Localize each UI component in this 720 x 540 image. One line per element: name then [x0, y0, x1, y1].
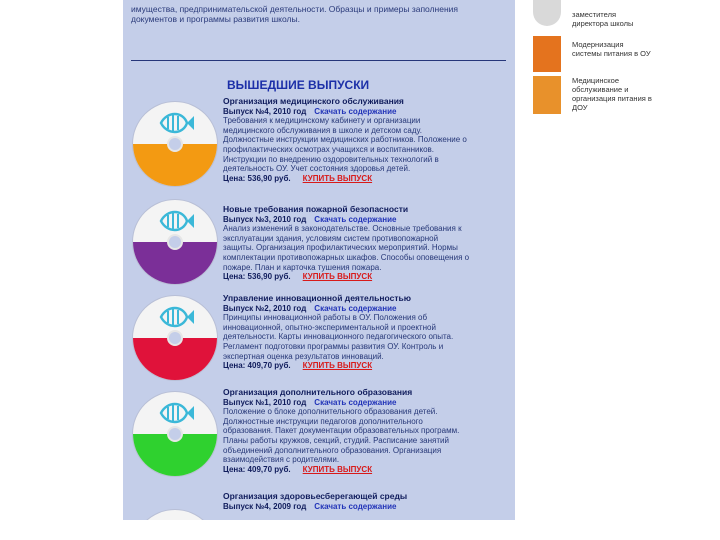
- sidebar-item-title[interactable]: Модернизация системы питания в ОУ: [572, 40, 651, 58]
- cd-disc-image[interactable]: [133, 200, 217, 284]
- issue-number: Выпуск №1, 2010 год: [223, 397, 307, 407]
- section-heading: ВЫШЕДШИЕ ВЫПУСКИ: [227, 78, 370, 92]
- cd-disc-image[interactable]: [133, 392, 217, 476]
- intro-line: имущества, предпринимательской деятельности. Образцы и примеры заполнения: [131, 4, 459, 14]
- issue-item: [223, 388, 471, 474]
- issue-description: Положение о блоке дополнительного образования детей. Должностные инструкции педагогов дополнительного образования. Пакет документации образовательных программ. Планы работы кружков, секций, студий. Расписание занятий объединений дополнительного образования. Организация взаимодействия с родителями.: [223, 407, 460, 465]
- intro-text: [131, 4, 511, 24]
- buy-issue-link[interactable]: КУПИТЬ ВЫПУСК: [302, 173, 373, 183]
- sidebar-item-title[interactable]: Медицинское обслуживание и организация питания в ДОУ: [572, 76, 652, 112]
- fish-logo-icon: [157, 398, 195, 428]
- disc-hole: [167, 426, 183, 442]
- cd-disc-image[interactable]: [133, 510, 217, 520]
- issue-number: Выпуск №4, 2010 год: [223, 106, 307, 116]
- issue-title: Новые требования пожарной безопасности: [223, 204, 409, 214]
- cd-disc-image[interactable]: [133, 102, 217, 186]
- issue-title: Организация здоровьесберегающей среды: [223, 491, 408, 501]
- download-contents-link[interactable]: Скачать содержание: [314, 397, 397, 407]
- issue-title: Управление инновационной деятельностью: [223, 293, 411, 303]
- cd-disc-image[interactable]: [133, 296, 217, 380]
- buy-issue-link[interactable]: КУПИТЬ ВЫПУСК: [302, 361, 373, 371]
- disc-hole: [167, 234, 183, 250]
- intro-line: документов и программы развития школы.: [131, 14, 300, 24]
- disc-hole: [167, 136, 183, 152]
- issue-price: Цена: 536,90 руб.: [223, 272, 291, 282]
- issue-price: Цена: 536,90 руб.: [223, 173, 291, 183]
- buy-issue-link[interactable]: КУПИТЬ ВЫПУСК: [302, 464, 373, 474]
- sidebar-item-thumbnail[interactable]: [533, 0, 561, 26]
- buy-issue-link[interactable]: КУПИТЬ ВЫПУСК: [302, 272, 373, 282]
- sidebar-item-thumbnail[interactable]: [533, 36, 561, 72]
- issue-title: Организация медицинского обслуживания: [223, 96, 404, 106]
- issue-item: [223, 205, 471, 282]
- issue-item: [223, 294, 471, 371]
- sidebar-item-title[interactable]: заместителя директора школы: [572, 10, 634, 28]
- download-contents-link[interactable]: Скачать содержание: [314, 303, 397, 313]
- fish-logo-icon: [157, 108, 195, 138]
- issue-title: Организация дополнительного образования: [223, 387, 413, 397]
- issue-description: Принципы инновационной работы в ОУ. Положения об инновационной, опытно-экспериментальной и проектной деятельности. Карты инновационного педагогического опыта. Регламент подготовки программы развития ОУ. Контроль и экспертная оценка результатов инноваций.: [223, 313, 454, 361]
- issue-price: Цена: 409,70 руб.: [223, 464, 291, 474]
- fish-logo-icon: [157, 302, 195, 332]
- issue-description: Требования к медицинскому кабинету и организации медицинского обслуживания в школе и детском саду. Должностные инструкции медицинских работников. Положение о профилактических осмотрах учащихся и воспитанников. Инструкции по внедрению оздоровительных технологий в деятельность ОУ. Учет состояния здоровья детей.: [223, 116, 467, 174]
- fish-logo-icon: [157, 206, 195, 236]
- download-contents-link[interactable]: Скачать содержание: [314, 501, 397, 511]
- issue-number: Выпуск №2, 2010 год: [223, 303, 307, 313]
- section-divider: [131, 60, 506, 61]
- issue-number: Выпуск №4, 2009 год: [223, 501, 307, 511]
- download-contents-link[interactable]: Скачать содержание: [314, 214, 397, 224]
- issue-number: Выпуск №3, 2010 год: [223, 214, 307, 224]
- main-content-panel: [123, 0, 515, 520]
- sidebar-item-thumbnail[interactable]: [533, 76, 561, 114]
- issue-item: [223, 97, 471, 183]
- download-contents-link[interactable]: Скачать содержание: [314, 106, 397, 116]
- issue-description: Анализ изменений в законодательстве. Основные требования к эксплуатации здания, условиям систем противопожарной защиты. Организация профилактических мероприятий. Нормы комплектации противопожарных шкафов. Способы оповещения о пожаре. План и карточка тушения пожара.: [223, 224, 470, 272]
- disc-hole: [167, 330, 183, 346]
- issue-price: Цена: 409,70 руб.: [223, 361, 291, 371]
- issue-item: [223, 492, 471, 511]
